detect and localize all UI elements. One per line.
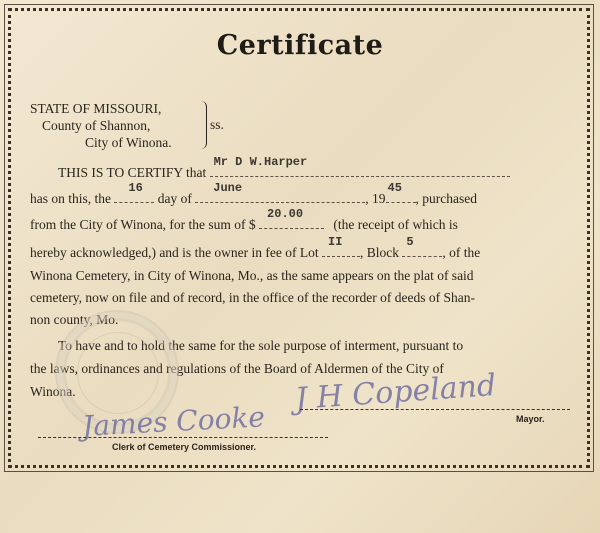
body-line-1: Winona Cemetery, in City of Winona, Mo., as the same appears on the plat of said (30, 268, 474, 283)
mayor-label: Mayor. (516, 414, 545, 424)
sum-line (30, 207, 458, 233)
month-blank (195, 181, 365, 203)
amount-blank (259, 207, 324, 229)
body-line-3: non county, Mo. (30, 312, 119, 327)
day-of-label: day of (157, 191, 192, 206)
certify-lead: THIS IS TO CERTIFY that (58, 165, 207, 180)
date-pre: has on this, the (30, 191, 111, 206)
lot-number: II (328, 235, 343, 249)
clerk-label: Clerk of Cemetery Commissioner. (112, 442, 257, 452)
year-blank (386, 181, 416, 203)
purpose-line-3: Winona. (30, 384, 76, 399)
seal-inner-ring (77, 332, 159, 414)
year-prefix: , 19 (365, 191, 386, 206)
certify-line (58, 155, 510, 181)
name-blank (210, 155, 510, 177)
block-label: , Block (360, 245, 400, 260)
venue-brace (200, 101, 207, 149)
venue-block (30, 100, 172, 151)
venue-ss: ss. (210, 117, 224, 132)
clerk-signature-line (38, 437, 328, 438)
date-post: , purchased (415, 191, 477, 206)
day-value: 16 (128, 181, 143, 195)
venue-city: City of Winona. (85, 135, 172, 150)
lot-pre: hereby acknowledged,) and is the owner in fee of Lot (30, 245, 319, 260)
amount-value: 20.00 (267, 207, 304, 221)
purpose-line-1: To have and to hold the same for the sole purpose of interment, pursuant to (58, 338, 464, 353)
year-suffix: 45 (387, 181, 402, 195)
sum-post: (the receipt of which is (333, 217, 458, 232)
sum-pre: from the City of Winona, for the sum of $ (30, 217, 256, 232)
mayor-signature: J H Copeland (294, 368, 498, 417)
month-value: June (213, 181, 243, 195)
purpose-line-2: the laws, ordinances and regulations of the Board of Aldermen of the City of (30, 361, 444, 376)
block-blank (402, 235, 442, 257)
lot-post: , of the (442, 245, 481, 260)
venue-county: County of Shannon, (42, 118, 151, 133)
purchaser-name: Mr D W.Harper (213, 155, 308, 169)
date-line (30, 181, 477, 207)
body-line-2: cemetery, now on file and of record, in the office of the recorder of deeds of Shan- (30, 290, 475, 305)
certificate-title: Certificate (216, 30, 384, 61)
lot-blank (322, 235, 360, 257)
clerk-signature: James Cooke (81, 400, 266, 443)
block-number: 5 (406, 235, 414, 249)
venue-state: STATE OF MISSOURI, (30, 101, 162, 116)
lot-line (30, 235, 481, 261)
day-blank (114, 181, 154, 203)
mayor-signature-line (300, 409, 570, 410)
